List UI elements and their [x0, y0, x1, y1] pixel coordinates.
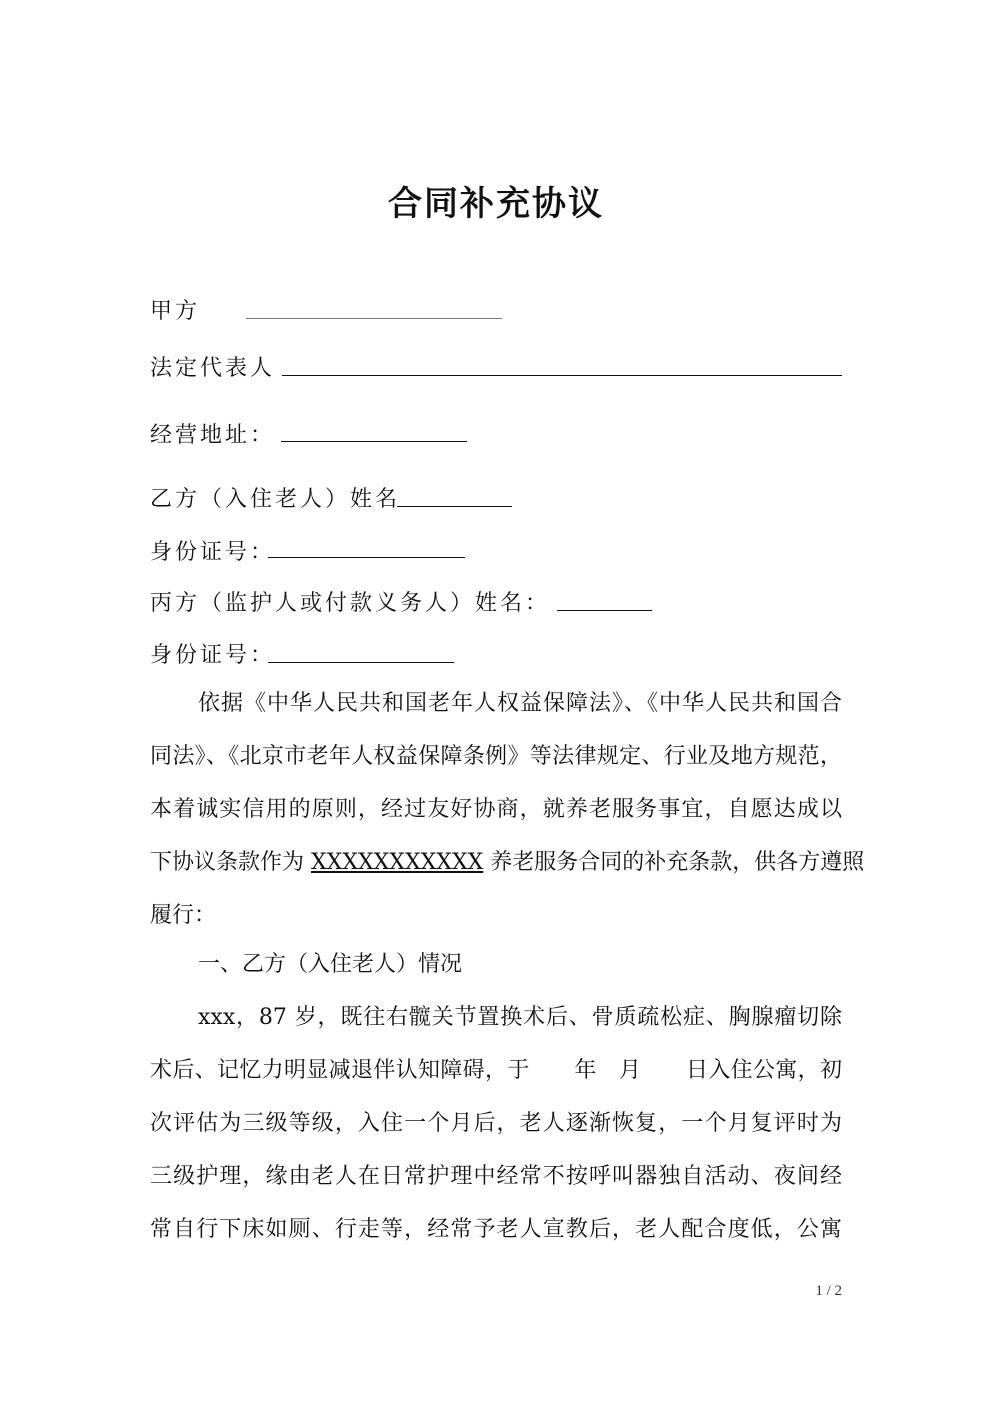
party-c-blank: [557, 610, 652, 611]
section-1-paragraph: [150, 991, 842, 1256]
id-blank-1: [268, 557, 465, 558]
document-title: 合同补充协议: [388, 184, 604, 224]
section-1-line: 术后、记忆力明显减退伴认知障碍，于 年 月 日入住公寓，初: [150, 1058, 842, 1083]
section-1-line: 常自行下床如厕、行走等，经常予老人宣教后，老人配合度低，公寓: [150, 1217, 842, 1242]
intro-line: 本着诚实信用的原则，经过友好协商，就养老服务事宜，自愿达成以: [150, 797, 842, 822]
party-c-row: [150, 586, 550, 617]
section-1-line: 次评估为三级等级，入住一个月后，老人逐渐恢复，一个月复评时为: [150, 1111, 842, 1136]
id-row-1: [150, 535, 275, 566]
intro-text: 下协议条款作为: [150, 850, 311, 875]
party-b-row: [150, 482, 400, 513]
address-label: 经营地址：: [150, 423, 276, 448]
intro-line: 依据《中华人民共和国老年人权益保障法》、《中华人民共和国合: [198, 691, 842, 716]
section-1-line: xxx，87 岁，既往右髋关节置换术后、骨质疏松症、胸腺瘤切除: [198, 1005, 842, 1030]
party-c-label: 丙方（监护人或付款义务人）姓名：: [150, 591, 551, 616]
party-a-blank: [246, 318, 502, 319]
intro-line: 履行：: [150, 903, 217, 928]
section-1-heading-block: [150, 938, 842, 991]
intro-line: 同法》、《北京市老年人权益保障条例》等法律规定、行业及地方规范，: [150, 744, 842, 769]
contract-number: XXXXXXXXXXX: [311, 850, 484, 875]
address-blank: [281, 441, 467, 442]
page-number: 1 / 2: [815, 1283, 842, 1299]
party-b-label: 乙方（入住老人）姓名: [150, 487, 401, 512]
section-1-line: 三级护理，缘由老人在日常护理中经常不按呼叫器独自活动、夜间经: [150, 1164, 842, 1189]
legal-rep-blank: [282, 375, 842, 376]
id-row-2: [150, 638, 275, 669]
section-1-heading: 一、乙方（入住老人）情况: [198, 952, 463, 977]
intro-paragraph: [150, 677, 865, 942]
intro-text: 养老服务合同的补充条款，供各方遵照: [483, 850, 865, 875]
legal-rep-label: 法定代表人: [150, 356, 276, 381]
address-row: [150, 418, 275, 449]
legal-rep-row: [150, 351, 275, 382]
id-label-1: 身份证号：: [150, 540, 276, 565]
party-a-label: 甲方: [150, 299, 201, 324]
party-a-row: [150, 294, 200, 325]
id-label-2: 身份证号：: [150, 643, 276, 668]
intro-line-contract: [150, 836, 865, 889]
party-b-blank: [397, 506, 512, 507]
id-blank-2: [268, 662, 454, 663]
